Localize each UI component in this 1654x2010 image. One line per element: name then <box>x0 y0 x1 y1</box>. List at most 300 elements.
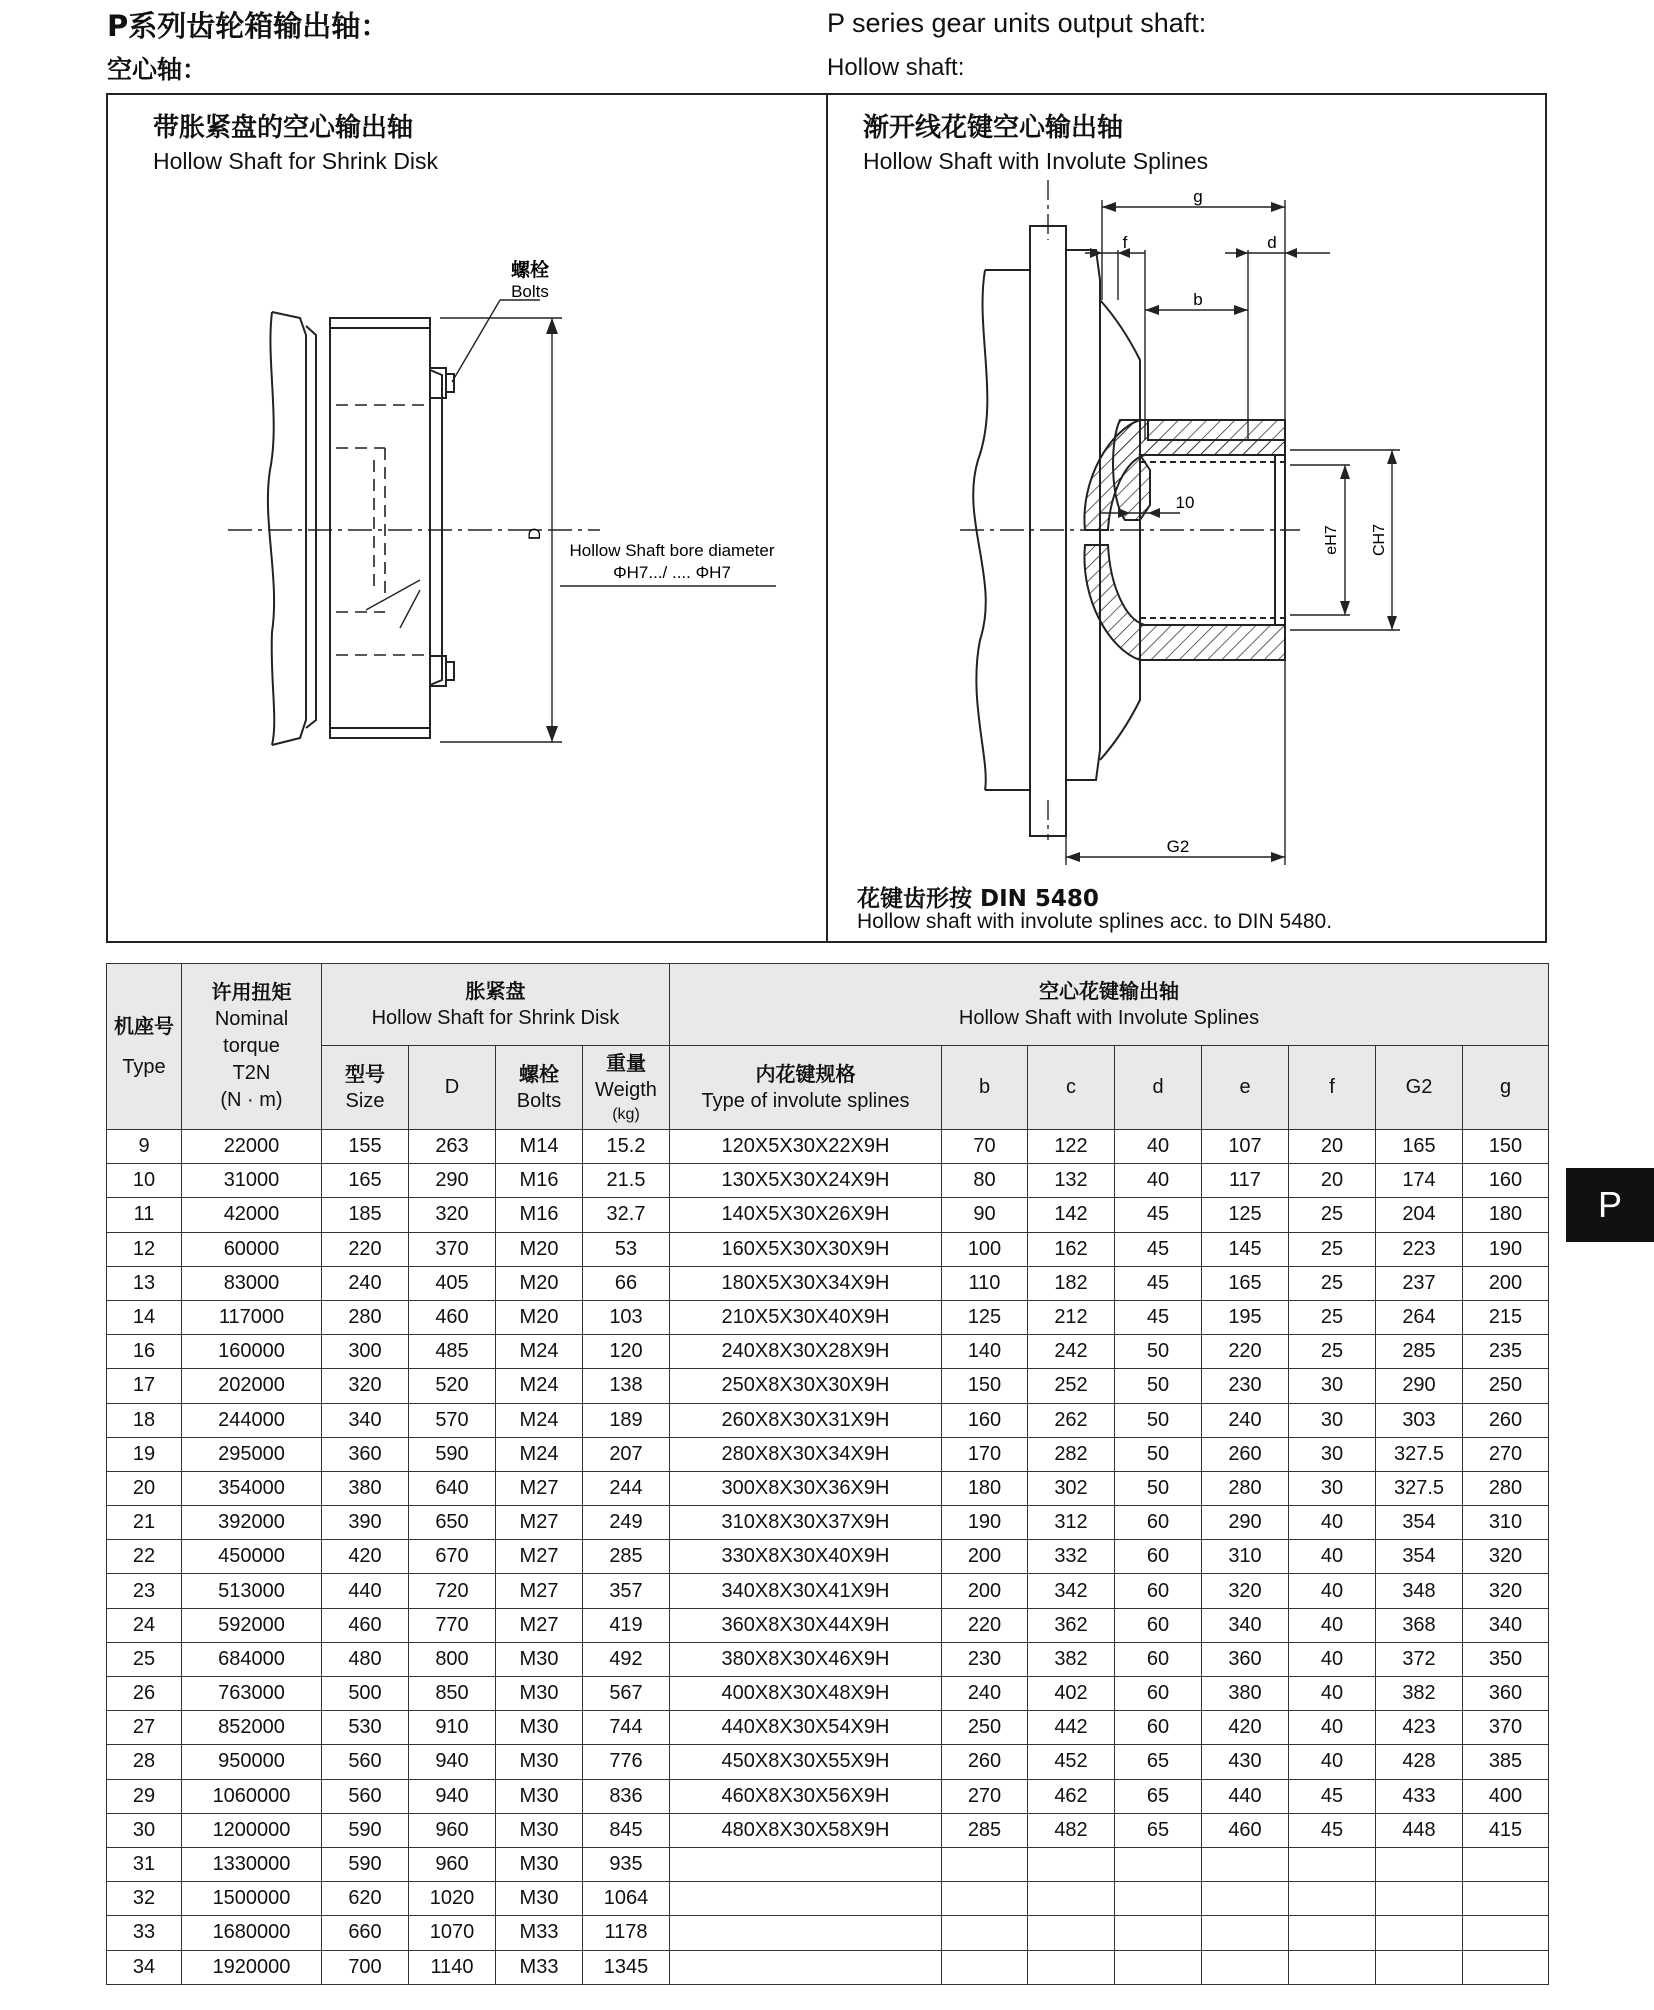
table-cell: 380 <box>322 1471 409 1505</box>
table-cell: M27 <box>496 1574 583 1608</box>
header-torque: 许用扭矩 Nominal torque T2N (N · m) <box>182 964 322 1130</box>
page-subtitle-cn: 空心轴： <box>107 55 208 84</box>
table-cell: 20 <box>107 1471 182 1505</box>
table-cell: 1178 <box>583 1916 670 1950</box>
table-cell: 212 <box>1028 1300 1115 1334</box>
table-cell: 42000 <box>182 1198 322 1232</box>
bore-diameter-label: Hollow Shaft bore diameter <box>569 541 775 560</box>
table-cell: 182 <box>1028 1266 1115 1300</box>
table-cell: 30 <box>1289 1437 1376 1471</box>
table-cell: M24 <box>496 1403 583 1437</box>
table-cell: 40 <box>1115 1130 1202 1164</box>
table-cell: 354 <box>1376 1540 1463 1574</box>
table-cell: 590 <box>322 1813 409 1847</box>
table-cell: 320 <box>1463 1574 1549 1608</box>
table-cell: 60 <box>1115 1677 1202 1711</box>
table-cell: 29 <box>107 1779 182 1813</box>
table-cell: 960 <box>409 1813 496 1847</box>
header-weight: 重量 Weigth (kg) <box>583 1046 670 1130</box>
table-cell: 66 <box>583 1266 670 1300</box>
table-cell: 460 <box>409 1300 496 1334</box>
table-cell: 20 <box>1289 1130 1376 1164</box>
table-cell: 940 <box>409 1745 496 1779</box>
table-cell: 160 <box>1463 1164 1549 1198</box>
table-row <box>107 1916 1549 1950</box>
table-cell: 1140 <box>409 1950 496 1984</box>
table-cell: 380X8X30X46X9H <box>670 1642 942 1676</box>
table-cell: 140 <box>942 1335 1028 1369</box>
table-cell: 25 <box>107 1642 182 1676</box>
table-cell: 60 <box>1115 1506 1202 1540</box>
table-cell: 252 <box>1028 1369 1115 1403</box>
table-cell: M20 <box>496 1300 583 1334</box>
table-cell: 270 <box>942 1779 1028 1813</box>
table-cell: 220 <box>942 1608 1028 1642</box>
table-row <box>107 1847 1549 1881</box>
table-cell: 138 <box>583 1369 670 1403</box>
table-cell: 31 <box>107 1847 182 1881</box>
table-cell: 462 <box>1028 1779 1115 1813</box>
table-cell: 1920000 <box>182 1950 322 1984</box>
table-cell: 190 <box>1463 1232 1549 1266</box>
table-cell <box>1202 1882 1289 1916</box>
table-cell: 260 <box>942 1745 1028 1779</box>
table-cell: 800 <box>409 1642 496 1676</box>
table-cell: M27 <box>496 1608 583 1642</box>
table-row <box>107 1335 1549 1369</box>
table-cell: 263 <box>409 1130 496 1164</box>
table-cell: 460 <box>1202 1813 1289 1847</box>
table-cell: 30 <box>1289 1403 1376 1437</box>
table-cell: 360X8X30X44X9H <box>670 1608 942 1642</box>
table-cell: 165 <box>322 1164 409 1198</box>
table-cell: 372 <box>1376 1642 1463 1676</box>
table-cell: 165 <box>1202 1266 1289 1300</box>
table-cell: 100 <box>942 1232 1028 1266</box>
spline-standard-note-en: Hollow shaft with involute splines acc. to DIN 5480. <box>857 910 1333 933</box>
table-cell: 45 <box>1115 1300 1202 1334</box>
table-cell: M33 <box>496 1950 583 1984</box>
table-cell: 400X8X30X48X9H <box>670 1677 942 1711</box>
table-cell: 215 <box>1463 1300 1549 1334</box>
table-cell: 132 <box>1028 1164 1115 1198</box>
table-cell: 419 <box>583 1608 670 1642</box>
table-cell: 1330000 <box>182 1847 322 1881</box>
table-cell: 32 <box>107 1882 182 1916</box>
table-cell <box>670 1882 942 1916</box>
table-cell: M30 <box>496 1711 583 1745</box>
table-cell: 440 <box>322 1574 409 1608</box>
table-cell <box>670 1950 942 1984</box>
table-cell: 103 <box>583 1300 670 1334</box>
table-cell <box>670 1916 942 1950</box>
table-row <box>107 1813 1549 1847</box>
table-cell: 50 <box>1115 1369 1202 1403</box>
table-cell: 117 <box>1202 1164 1289 1198</box>
table-cell <box>942 1882 1028 1916</box>
table-row <box>107 1779 1549 1813</box>
table-cell: 33 <box>107 1916 182 1950</box>
table-cell: 460X8X30X56X9H <box>670 1779 942 1813</box>
table-cell: M14 <box>496 1130 583 1164</box>
table-cell: 310 <box>1202 1540 1289 1574</box>
table-cell: 220 <box>322 1232 409 1266</box>
table-cell: 165 <box>1376 1130 1463 1164</box>
table-cell: 480 <box>322 1642 409 1676</box>
table-cell: 150 <box>942 1369 1028 1403</box>
table-cell: 382 <box>1028 1642 1115 1676</box>
left-drawing-title-en: Hollow Shaft for Shrink Disk <box>153 148 439 174</box>
table-cell: 392000 <box>182 1506 322 1540</box>
header-type: 机座号 Type <box>107 964 182 1130</box>
table-cell: 45 <box>1289 1813 1376 1847</box>
table-cell: 1500000 <box>182 1882 322 1916</box>
table-cell: 670 <box>409 1540 496 1574</box>
table-cell: 210X5X30X40X9H <box>670 1300 942 1334</box>
shrink-disk-drawing <box>108 180 824 760</box>
header-f: f <box>1289 1046 1376 1130</box>
table-cell: 34 <box>107 1950 182 1984</box>
table-cell: 415 <box>1463 1813 1549 1847</box>
table-cell: 200 <box>942 1574 1028 1608</box>
table-cell: 25 <box>1289 1198 1376 1232</box>
table-cell: 360 <box>1202 1642 1289 1676</box>
table-cell: M27 <box>496 1471 583 1505</box>
table-cell: 122 <box>1028 1130 1115 1164</box>
table-cell: 960 <box>409 1847 496 1881</box>
table-cell <box>1028 1950 1115 1984</box>
table-cell: 145 <box>1202 1232 1289 1266</box>
table-cell: 560 <box>322 1745 409 1779</box>
page-subtitle-en: Hollow shaft: <box>827 54 965 81</box>
header-G2: G2 <box>1376 1046 1463 1130</box>
table-cell: 125 <box>942 1300 1028 1334</box>
table-cell: 250 <box>1463 1369 1549 1403</box>
table-cell: 240 <box>942 1677 1028 1711</box>
table-cell: 420 <box>1202 1711 1289 1745</box>
dim-g-label: g <box>1193 187 1203 206</box>
table-cell: 83000 <box>182 1266 322 1300</box>
table-cell: 400 <box>1463 1779 1549 1813</box>
table-cell: 174 <box>1376 1164 1463 1198</box>
table-cell: 852000 <box>182 1711 322 1745</box>
table-cell: 744 <box>583 1711 670 1745</box>
header-D: D <box>409 1046 496 1130</box>
involute-spline-drawing <box>830 180 1545 880</box>
table-cell: 935 <box>583 1847 670 1881</box>
table-cell: 303 <box>1376 1403 1463 1437</box>
table-cell: 15.2 <box>583 1130 670 1164</box>
table-cell: 60 <box>1115 1540 1202 1574</box>
header-size: 型号 Size <box>322 1046 409 1130</box>
table-cell: 22000 <box>182 1130 322 1164</box>
table-cell: 402 <box>1028 1677 1115 1711</box>
table-cell: 189 <box>583 1403 670 1437</box>
dim-f-label: f <box>1122 233 1128 252</box>
header-g: g <box>1463 1046 1549 1130</box>
table-cell: 570 <box>409 1403 496 1437</box>
table-cell: 450X8X30X55X9H <box>670 1745 942 1779</box>
table-cell: 332 <box>1028 1540 1115 1574</box>
table-row <box>107 1437 1549 1471</box>
table-cell: M16 <box>496 1198 583 1232</box>
table-cell: 40 <box>1289 1574 1376 1608</box>
table-cell: M24 <box>496 1369 583 1403</box>
table-cell: 910 <box>409 1711 496 1745</box>
table-cell: 125 <box>1202 1198 1289 1232</box>
table-cell: 1680000 <box>182 1916 322 1950</box>
page-title-cn: P系列齿轮箱输出轴： <box>107 9 390 43</box>
table-cell: 60 <box>1115 1608 1202 1642</box>
table-cell: 340 <box>1202 1608 1289 1642</box>
table-cell: 27 <box>107 1711 182 1745</box>
table-cell: 480X8X30X58X9H <box>670 1813 942 1847</box>
table-cell: 30 <box>1289 1471 1376 1505</box>
table-cell <box>1289 1882 1376 1916</box>
page-title-en: P series gear units output shaft: <box>827 8 1207 38</box>
table-body <box>107 1130 1549 1985</box>
table-cell: 18 <box>107 1403 182 1437</box>
table-cell: 460 <box>322 1608 409 1642</box>
table-cell: 1070 <box>409 1916 496 1950</box>
dim-d-label: d <box>1267 233 1277 252</box>
table-cell: 31000 <box>182 1164 322 1198</box>
right-drawing-title-cn: 渐开线花键空心输出轴 <box>863 113 1124 143</box>
table-cell: 50 <box>1115 1403 1202 1437</box>
header-bolts: 螺栓 Bolts <box>496 1046 583 1130</box>
table-cell: 342 <box>1028 1574 1115 1608</box>
table-cell: 500 <box>322 1677 409 1711</box>
table-cell: M33 <box>496 1916 583 1950</box>
table-cell: 200 <box>1463 1266 1549 1300</box>
table-cell: 25 <box>1289 1335 1376 1369</box>
table-cell: 1345 <box>583 1950 670 1984</box>
table-cell: 360 <box>1463 1677 1549 1711</box>
section-tab: P <box>1566 1168 1654 1242</box>
table-cell: 40 <box>1289 1642 1376 1676</box>
table-cell: 90 <box>942 1198 1028 1232</box>
table-cell: 60 <box>1115 1711 1202 1745</box>
table-cell: 170 <box>942 1437 1028 1471</box>
table-cell: 30 <box>1289 1369 1376 1403</box>
table-cell: 567 <box>583 1677 670 1711</box>
table-cell: M20 <box>496 1266 583 1300</box>
table-cell: 160X5X30X30X9H <box>670 1232 942 1266</box>
table-cell: 285 <box>1376 1335 1463 1369</box>
table-cell: M30 <box>496 1642 583 1676</box>
table-cell: 260 <box>1202 1437 1289 1471</box>
table-cell <box>1289 1916 1376 1950</box>
table-cell: 120 <box>583 1335 670 1369</box>
table-cell <box>1115 1882 1202 1916</box>
dim-10-label: 10 <box>1175 493 1195 512</box>
table-cell: 65 <box>1115 1779 1202 1813</box>
table-cell: 590 <box>409 1437 496 1471</box>
table-cell: 142 <box>1028 1198 1115 1232</box>
table-cell: 354 <box>1376 1506 1463 1540</box>
table-cell: 235 <box>1463 1335 1549 1369</box>
table-cell: 380 <box>1202 1677 1289 1711</box>
table-cell: 320 <box>1463 1540 1549 1574</box>
table-cell: 107 <box>1202 1130 1289 1164</box>
table-cell: 520 <box>409 1369 496 1403</box>
table-cell: M30 <box>496 1677 583 1711</box>
table-cell: 280 <box>1202 1471 1289 1505</box>
table-row <box>107 1232 1549 1266</box>
table-cell: 50 <box>1115 1437 1202 1471</box>
table-cell: 230 <box>1202 1369 1289 1403</box>
table-cell: 13 <box>107 1266 182 1300</box>
table-row <box>107 1677 1549 1711</box>
table-cell: 110 <box>942 1266 1028 1300</box>
table-cell <box>670 1847 942 1881</box>
header-shrink-disk: 胀紧盘 Hollow Shaft for Shrink Disk <box>322 964 670 1046</box>
header-d: d <box>1115 1046 1202 1130</box>
table-cell: 285 <box>942 1813 1028 1847</box>
table-row <box>107 1642 1549 1676</box>
table-cell: 776 <box>583 1745 670 1779</box>
bolts-label-en: Bolts <box>511 282 549 301</box>
table-cell: M24 <box>496 1437 583 1471</box>
table-cell: 295000 <box>182 1437 322 1471</box>
table-cell: 260 <box>1463 1403 1549 1437</box>
table-cell: 45 <box>1115 1266 1202 1300</box>
table-cell: 448 <box>1376 1813 1463 1847</box>
table-cell <box>942 1916 1028 1950</box>
table-cell: 280 <box>1463 1471 1549 1505</box>
table-cell: 763000 <box>182 1677 322 1711</box>
table-cell: 530 <box>322 1711 409 1745</box>
table-cell: 32.7 <box>583 1198 670 1232</box>
table-cell: 312 <box>1028 1506 1115 1540</box>
table-cell: 204 <box>1376 1198 1463 1232</box>
header-b: b <box>942 1046 1028 1130</box>
table-cell: 485 <box>409 1335 496 1369</box>
table-cell: 30 <box>107 1813 182 1847</box>
table-cell <box>942 1847 1028 1881</box>
table-header <box>107 964 1549 1130</box>
table-cell: 45 <box>1289 1779 1376 1813</box>
table-cell <box>1376 1916 1463 1950</box>
table-cell: 482 <box>1028 1813 1115 1847</box>
table-cell <box>1202 1916 1289 1950</box>
left-drawing-title-cn: 带胀紧盘的空心输出轴 <box>153 113 414 143</box>
table-cell: M30 <box>496 1847 583 1881</box>
table-cell: 428 <box>1376 1745 1463 1779</box>
table-cell <box>1376 1847 1463 1881</box>
table-cell: 9 <box>107 1130 182 1164</box>
table-cell: 40 <box>1115 1164 1202 1198</box>
table-cell: 720 <box>409 1574 496 1608</box>
table-cell <box>1028 1916 1115 1950</box>
table-cell: 160000 <box>182 1335 322 1369</box>
table-row <box>107 1540 1549 1574</box>
table-cell: 660 <box>322 1916 409 1950</box>
table-cell: 560 <box>322 1779 409 1813</box>
table-cell: 405 <box>409 1266 496 1300</box>
table-row <box>107 1369 1549 1403</box>
table-cell: 45 <box>1115 1232 1202 1266</box>
table-cell: M30 <box>496 1813 583 1847</box>
table-cell: 120X5X30X22X9H <box>670 1130 942 1164</box>
table-row <box>107 1471 1549 1505</box>
bolts-label-cn: 螺栓 <box>510 260 550 281</box>
table-cell: 360 <box>322 1437 409 1471</box>
table-cell: 850 <box>409 1677 496 1711</box>
dim-G2-label: G2 <box>1166 837 1190 856</box>
table-cell: 590 <box>322 1847 409 1881</box>
table-cell: 770 <box>409 1608 496 1642</box>
table-row <box>107 1950 1549 1984</box>
table-cell: 240 <box>322 1266 409 1300</box>
table-row <box>107 1574 1549 1608</box>
table-cell: 270 <box>1463 1437 1549 1471</box>
table-cell: 340 <box>1463 1608 1549 1642</box>
table-cell: 244000 <box>182 1403 322 1437</box>
drawing-divider <box>826 93 828 943</box>
table-cell <box>1463 1950 1549 1984</box>
table-cell: 620 <box>322 1882 409 1916</box>
dim-D-label: D <box>525 527 544 541</box>
table-cell: 26 <box>107 1677 182 1711</box>
table-cell: 370 <box>409 1232 496 1266</box>
table-cell: 442 <box>1028 1711 1115 1745</box>
table-cell: 185 <box>322 1198 409 1232</box>
table-cell: M20 <box>496 1232 583 1266</box>
table-cell: 207 <box>583 1437 670 1471</box>
table-cell: 11 <box>107 1198 182 1232</box>
table-cell: 240 <box>1202 1403 1289 1437</box>
table-cell: 242 <box>1028 1335 1115 1369</box>
table-cell <box>1289 1847 1376 1881</box>
table-cell: 650 <box>409 1506 496 1540</box>
table-cell: 440 <box>1202 1779 1289 1813</box>
table-cell: 262 <box>1028 1403 1115 1437</box>
table-cell: 250X8X30X30X9H <box>670 1369 942 1403</box>
table-cell: 492 <box>583 1642 670 1676</box>
table-cell: 19 <box>107 1437 182 1471</box>
table-cell: 50 <box>1115 1471 1202 1505</box>
table-cell: 10 <box>107 1164 182 1198</box>
table-cell: M30 <box>496 1779 583 1813</box>
table-cell: M16 <box>496 1164 583 1198</box>
table-cell: 290 <box>1202 1506 1289 1540</box>
table-cell: 80 <box>942 1164 1028 1198</box>
table-cell: 16 <box>107 1335 182 1369</box>
table-cell: 155 <box>322 1130 409 1164</box>
table-cell: 592000 <box>182 1608 322 1642</box>
table-cell: 260X8X30X31X9H <box>670 1403 942 1437</box>
table-cell: 40 <box>1289 1608 1376 1642</box>
table-cell: 25 <box>1289 1232 1376 1266</box>
table-row <box>107 1130 1549 1164</box>
table-cell: 220 <box>1202 1335 1289 1369</box>
table-cell: 250 <box>942 1711 1028 1745</box>
table-cell: 440X8X30X54X9H <box>670 1711 942 1745</box>
table-cell <box>1202 1950 1289 1984</box>
table-row <box>107 1608 1549 1642</box>
table-cell: 65 <box>1115 1813 1202 1847</box>
table-cell: 354000 <box>182 1471 322 1505</box>
header-involute-splines: 空心花键输出轴 Hollow Shaft with Involute Splines <box>670 964 1549 1046</box>
table-cell: 28 <box>107 1745 182 1779</box>
table-cell: M30 <box>496 1882 583 1916</box>
table-cell: 50 <box>1115 1335 1202 1369</box>
table-cell: M30 <box>496 1745 583 1779</box>
table-cell <box>942 1950 1028 1984</box>
table-cell: 320 <box>1202 1574 1289 1608</box>
table-cell: 1060000 <box>182 1779 322 1813</box>
